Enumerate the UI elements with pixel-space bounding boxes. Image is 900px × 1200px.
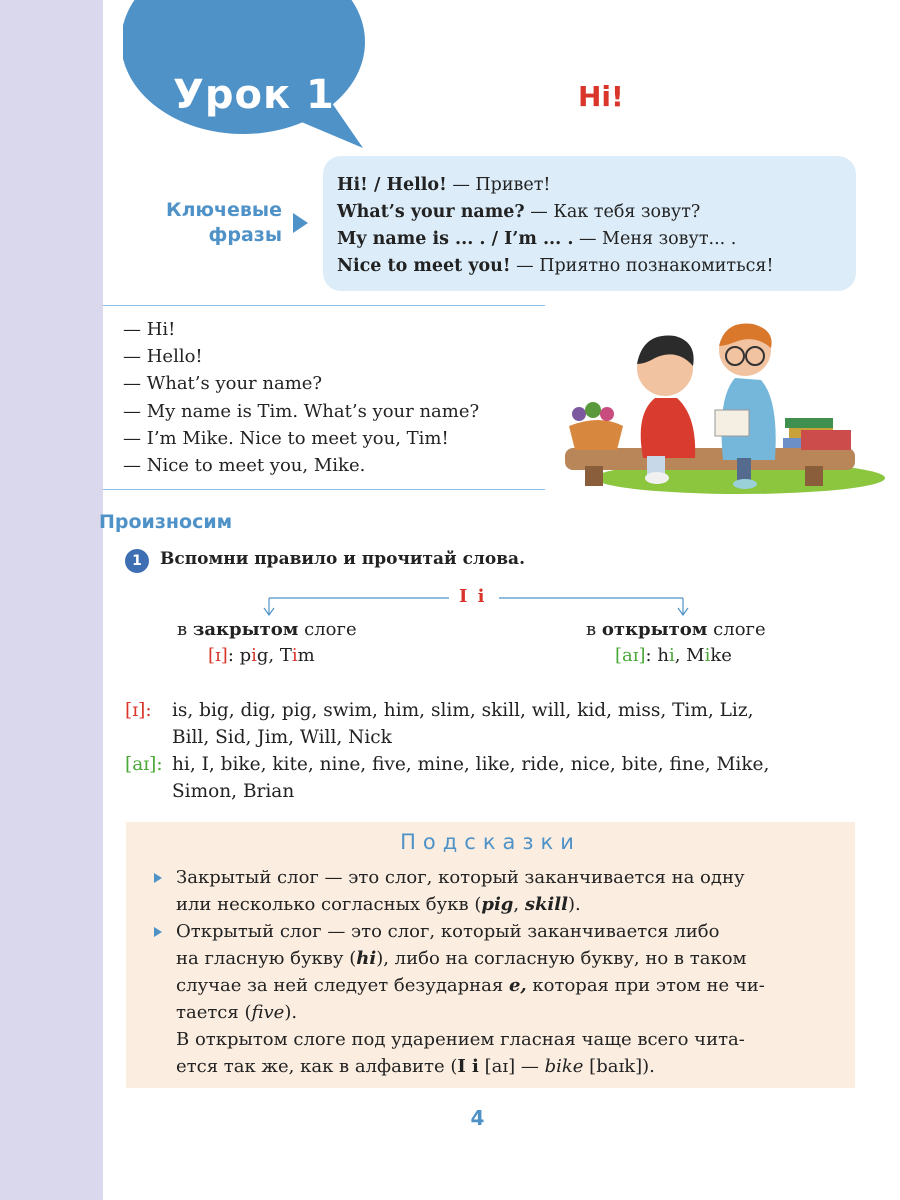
dialog-line: — I’m Mike. Nice to meet you, Tim!: [123, 427, 449, 449]
key-phrases-label: [158, 198, 282, 248]
hint-note: В открытом слоге под ударением гласная чаще всего чита- ется так же, как в алфавите (I i [aɪ] — bike [baɪk]).: [176, 1029, 745, 1077]
dialog-line: — What’s your name?: [123, 373, 323, 395]
closed-syllable-word-list: [ɪ]: is, big, dig, pig, swim, him, slim, skill, will, kid, miss, Tim, Liz, Bill, Sid, Jim, Will, Nick: [125, 700, 754, 748]
hints-title: Подсказки: [400, 830, 581, 854]
lesson-topic: Hi!: [578, 80, 624, 113]
triangle-bullet-icon: [154, 873, 162, 883]
dialog-line: — Nice to meet you, Mike.: [123, 455, 366, 477]
hints-list: [154, 864, 765, 1080]
closed-syllable-label: в закрытом слоге: [177, 619, 357, 640]
hint-item: Закрытый слог — это слог, который заканчивается на одну или несколько согласных букв (pig, skill).: [154, 864, 765, 918]
key-phrase-row: Hi! / Hello! — Привет!: [337, 175, 551, 195]
dialog-line: — My name is Tim. What’s your name?: [123, 400, 480, 422]
hints-box: [126, 822, 855, 1088]
key-phrases-arrow-icon: [293, 213, 308, 233]
boys-on-bench-illustration: [565, 318, 885, 494]
page-side-strip: [0, 0, 103, 1200]
triangle-bullet-icon: [154, 927, 162, 937]
open-syllable-label: в открытом слоге: [586, 619, 766, 640]
key-phrases-box: [323, 156, 856, 291]
open-syllable-example: [aɪ]: hi, Mike: [615, 645, 732, 666]
section-title: Произносим: [99, 511, 233, 533]
key-phrase-row: My name is ... . / I’m ... . — Меня зовут... .: [337, 229, 737, 249]
key-phrases-label-line2: фразы: [208, 224, 282, 246]
dialog-text: [123, 316, 479, 479]
key-phrase-row: Nice to meet you! — Приятно познакомиться!: [337, 256, 774, 276]
key-phrase-row: What’s your name? — Как тебя зовут?: [337, 202, 701, 222]
letter-i: I i: [459, 586, 487, 607]
open-syllable-word-list: [aɪ]: hi, I, bike, kite, nine, five, mine, like, ride, nice, bite, fine, Mike, Simon, Brian: [125, 754, 770, 802]
dialog-top-divider: [103, 305, 545, 306]
closed-syllable-example: [ɪ]: pig, Tim: [208, 645, 315, 666]
hint-item: Открытый слог — это слог, который заканчивается либо на гласную букву (hi), либо на согласную букву, но в таком случае за ней следует безударная e, которая при этом не чи- тается (five).: [154, 918, 765, 1026]
page-number: 4: [470, 1106, 485, 1130]
exercise-instruction: Вспомни правило и прочитай слова.: [160, 549, 525, 569]
dialog-bottom-divider: [103, 489, 545, 490]
dialog-line: — Hi!: [123, 319, 176, 340]
key-phrases-label-line1: Ключевые: [166, 199, 282, 221]
dialog-line: — Hello!: [123, 346, 203, 368]
exercise-number-badge: 1: [125, 549, 149, 573]
lesson-title: Урок 1: [173, 72, 335, 118]
textbook-page: [99, 0, 900, 1200]
